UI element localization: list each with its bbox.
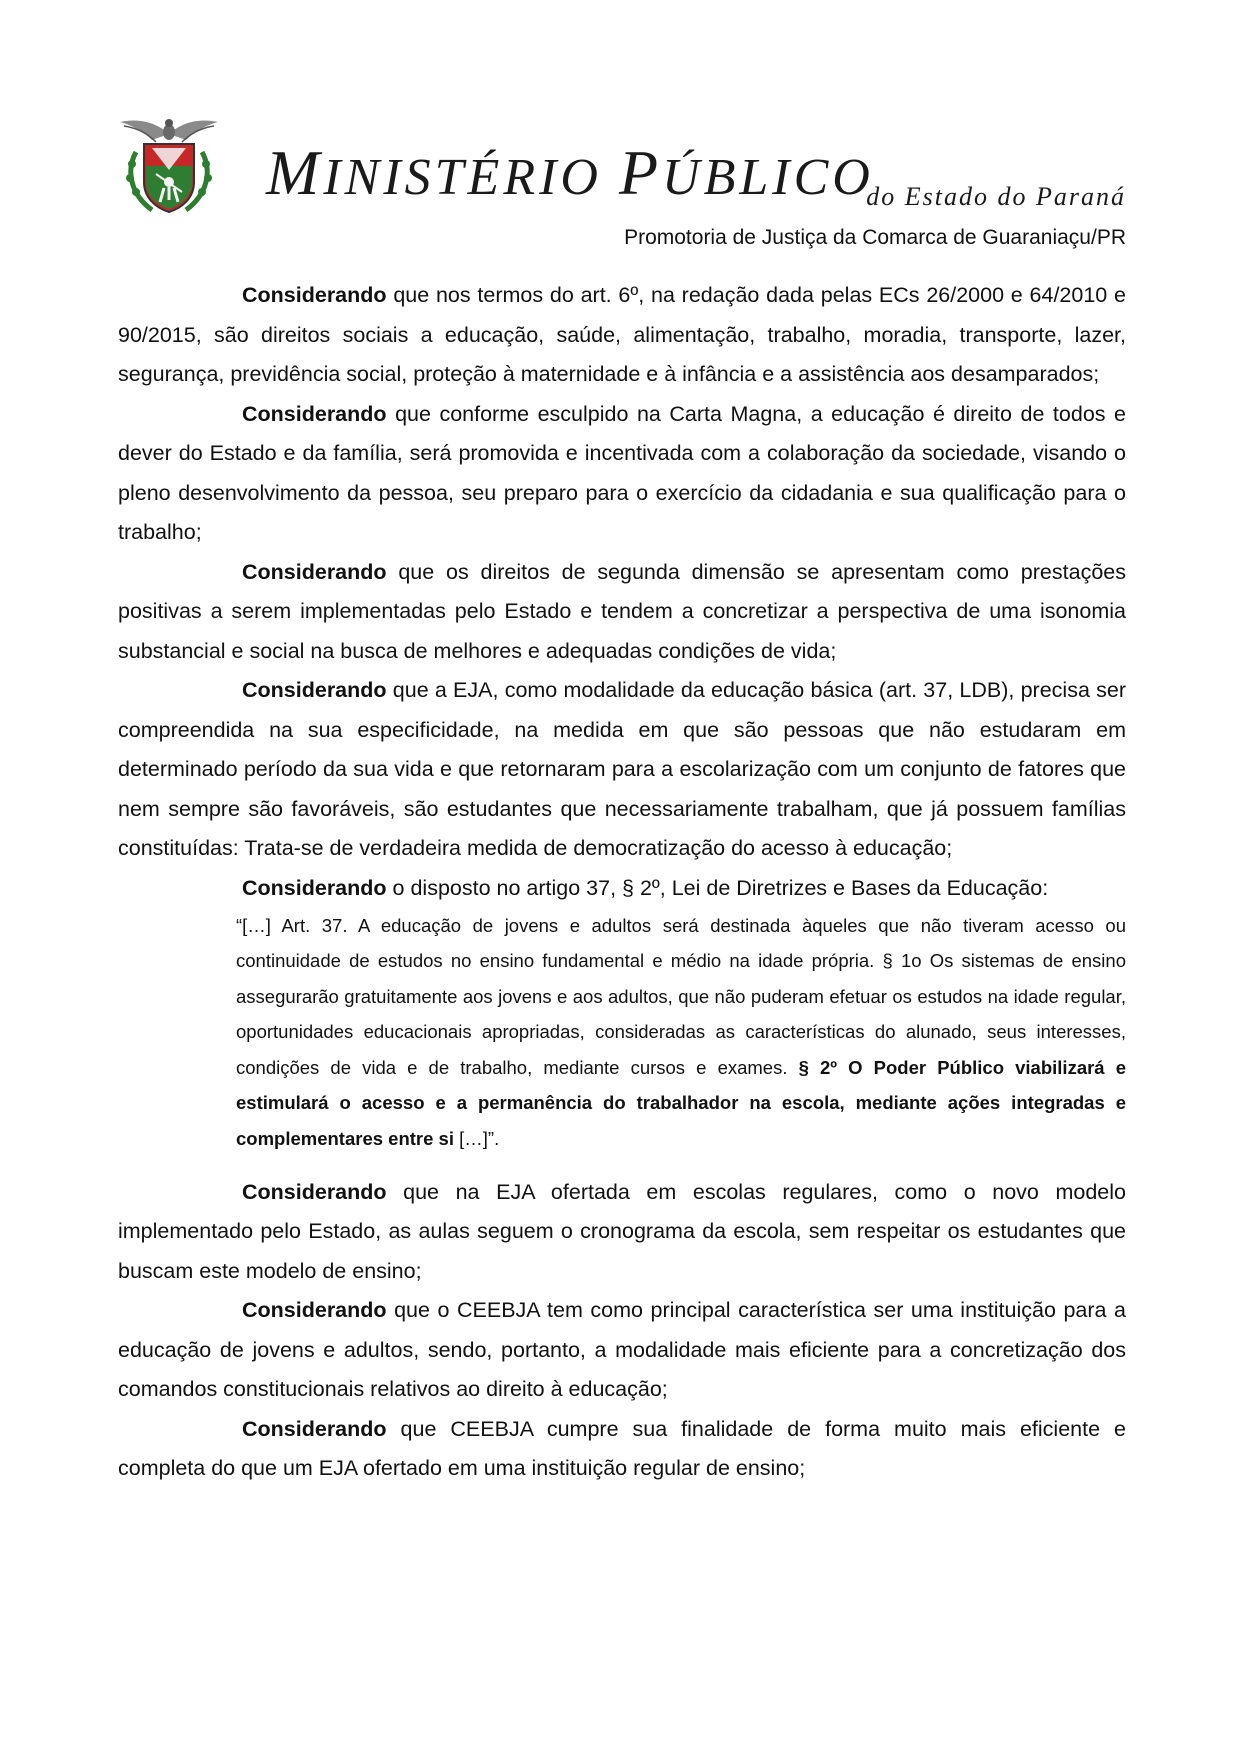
spacer: [118, 1157, 1126, 1173]
paragraph: Considerando que o CEEBJA tem como principal característica ser uma instituição para a educação de jovens e adultos, sendo, portanto, a modalidade mais eficiente para a concretização dos comandos constitucionais relativos ao direito à educação;: [118, 1298, 1126, 1402]
paragraph: Considerando o disposto no artigo 37, § 2º, Lei de Diretrizes e Bases da Educação:: [242, 875, 1049, 900]
letterhead: [0, 0, 1241, 270]
paragraph: Considerando que CEEBJA cumpre sua finalidade de forma muito mais eficiente e completa do que um EJA ofertado em uma instituição regular de ensino;: [118, 1416, 1126, 1481]
lead-word: Considerando: [242, 678, 387, 702]
lead-word: Considerando: [242, 1416, 387, 1441]
paragraph: Considerando que os direitos de segunda dimensão se apresentam como prestações positivas a serem implementadas pelo Estado e tendem a concretizar a perspectiva de uma isonomia substancial e social na busca de melhores e adequadas condições de vida;: [118, 559, 1126, 663]
lead-word: Considerando: [242, 1179, 387, 1204]
paragraph: Considerando que na EJA ofertada em escolas regulares, como o novo modelo implementado pelo Estado, as aulas seguem o cronograma da escola, sem respeitar os estudantes que buscam este modelo de ensino;: [118, 1179, 1126, 1283]
paragraph: Considerando que nos termos do art. 6º, na redação dada pelas ECs 26/2000 e 64/2010 e 90/2015, são direitos sociais a educação, saúde, alimentação, trabalho, moradia, transporte, lazer, segurança, previdência social, proteção à maternidade e à infância e a assistência aos desamparados;: [118, 283, 1126, 386]
lead-word: Considerando: [242, 559, 387, 584]
document-body: [118, 276, 1126, 1489]
parana-coat-of-arms-icon: [116, 112, 222, 216]
paragraph: Considerando que a EJA, como modalidade da educação básica (art. 37, LDB), precisa ser compreendida na sua especificidade, na medida em que são pessoas que não estudaram em determinado período da sua vida e que retornaram para a escolarização com um conjunto de fatores que nem sempre são favoráveis, são estudantes que necessariamente trabalham, que já possuem famílias constituídas: Trata-se de verdadeira medida de democratização do acesso à educação;: [118, 678, 1126, 860]
lead-word: Considerando: [242, 1298, 387, 1323]
org-subtitle: do Estado do Paraná: [866, 182, 1126, 211]
lead-word: Considerando: [242, 401, 387, 426]
org-name: MINISTÉRIO PÚBLICO: [266, 137, 874, 208]
legal-quote: “[…] Art. 37. A educação de jovens e adultos será destinada àqueles que não tiveram acesso ou continuidade de estudos no ensino fundamental e médio na idade própria. § 1o Os sistemas de ensino assegurarão gratuitamente aos jovens e aos adultos, que não puderam efetuar os estudos na idade regular, oportunidades educacionais apropriadas, consideradas as características do alunado, seus interesses, condições de vida e de trabalho, mediante cursos e exames. § 2º O Poder Público viabilizará e estimulará o acesso e a permanência do trabalhador na escola, mediante ações integradas e complementares entre si […]”.: [236, 914, 1126, 1150]
quote-emphasis: § 2º O Poder Público viabilizará e estimulará o acesso e a permanência do trabalhador na escola, mediante ações integradas e complementares entre si: [236, 1056, 1126, 1150]
paragraph: Considerando que conforme esculpido na Carta Magna, a educação é direito de todos e dever do Estado e da família, será promovida e incentivada com a colaboração da sociedade, visando o pleno desenvolvimento da pessoa, seu preparo para o exercício da cidadania e sua qualificação para o trabalho;: [118, 401, 1126, 544]
lead-word: Considerando: [242, 875, 387, 900]
office-name: Promotoria de Justiça da Comarca de Guaraniaçu/PR: [624, 226, 1126, 249]
lead-word: Considerando: [242, 283, 387, 307]
